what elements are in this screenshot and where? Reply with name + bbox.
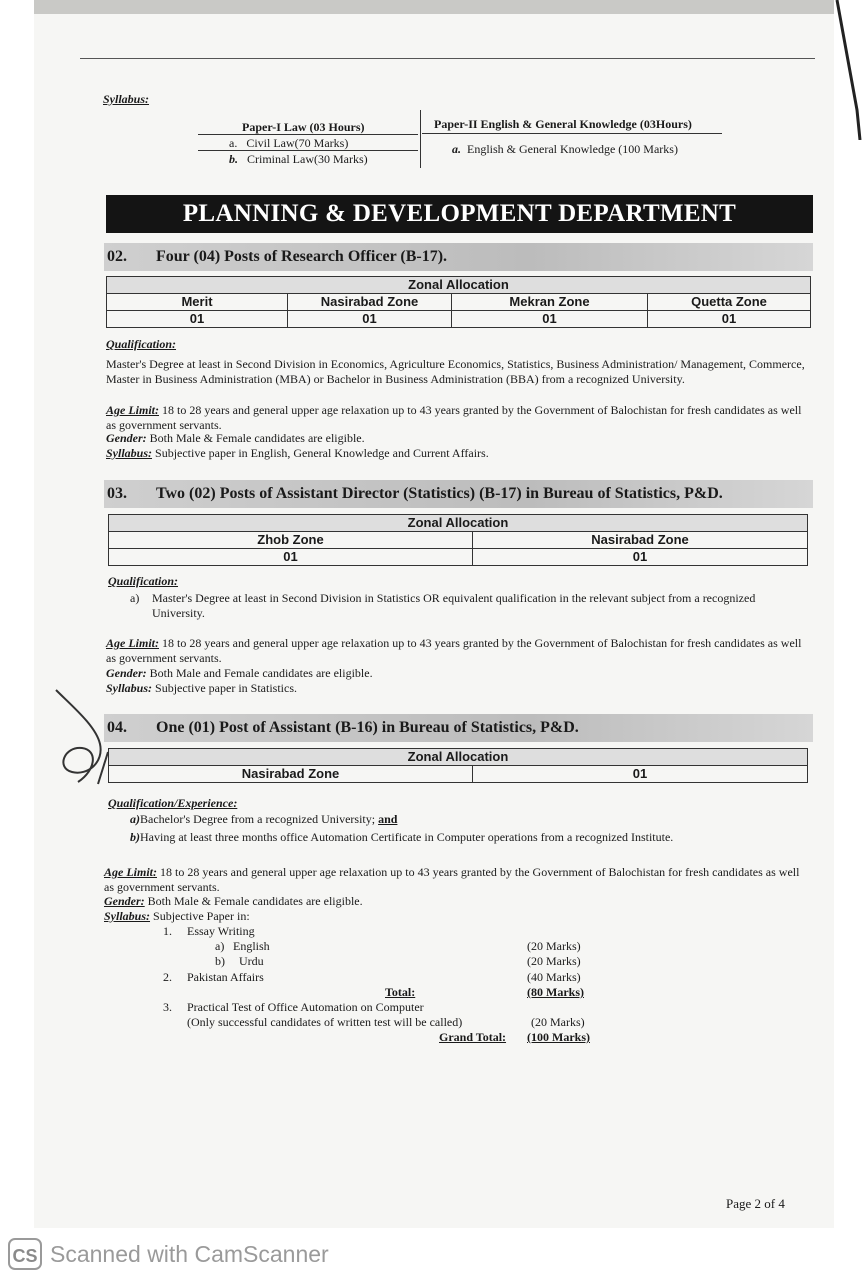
section-title: Two (02) Posts of Assistant Director (Statistics) (B-17) in Bureau of Statistics, P&D. xyxy=(156,485,723,502)
count-cell: 01 xyxy=(288,311,452,328)
qualification-label: Qualification: xyxy=(108,574,179,588)
paper2-underline xyxy=(422,133,722,134)
section-02-header xyxy=(104,243,813,271)
count-cell: 01 xyxy=(452,311,648,328)
count-cell: 01 xyxy=(473,766,808,783)
syllabus-subitem-marker: b) xyxy=(215,954,225,968)
page-top-edge xyxy=(34,0,834,14)
grand-total-marks: (100 Marks) xyxy=(527,1030,590,1044)
total-marks: (80 Marks) xyxy=(527,985,584,999)
syllabus-text: Subjective paper in English, General Knowledge and Current Affairs. xyxy=(155,446,489,460)
count-cell: 01 xyxy=(109,549,473,566)
qualification-label: Qualification/Experience: xyxy=(108,796,238,810)
marks: (20 Marks) xyxy=(527,939,581,953)
paper2-title: Paper-II English & General Knowledge (03Hours) xyxy=(434,117,692,131)
age-text: 18 to 28 years and general upper age relaxation up to 43 years granted by the Government of Balochistan for fresh candidates as well as government servants. xyxy=(106,636,802,665)
syllabus-text: Subjective Paper in: xyxy=(153,909,250,923)
zone-cell: Mekran Zone xyxy=(452,294,648,311)
section-title: One (01) Post of Assistant (B-16) in Bureau of Statistics, P&D. xyxy=(156,719,579,736)
qualification-text: Master's Degree at least in Second Division in Statistics OR equivalent qualification in the relevant subject from a recognized University. xyxy=(152,591,756,620)
page-fold-shadow xyxy=(827,0,867,140)
gender-text: Both Male & Female candidates are eligible. xyxy=(149,431,365,445)
syllabus-item: Pakistan Affairs xyxy=(187,970,264,984)
age-text: 18 to 28 years and general upper age relaxation up to 43 years granted by the Government of Balochistan for fresh candidates as well as government servants. xyxy=(104,865,800,894)
section-04-header xyxy=(104,714,813,742)
syllabus-label: Syllabus: xyxy=(104,909,151,923)
qualification-label: Qualification: xyxy=(106,337,177,351)
paper1-item-b xyxy=(229,152,368,167)
count-cell: 01 xyxy=(107,311,288,328)
item-marker: b. xyxy=(229,152,238,166)
syllabus-item-number: 1. xyxy=(163,924,172,938)
gender-text: Both Male and Female candidates are eligible. xyxy=(149,666,373,680)
zone-cell: Nasirabad Zone xyxy=(288,294,452,311)
section-number: 04. xyxy=(107,719,127,736)
paper1-underline xyxy=(198,134,418,135)
item-marker: a. xyxy=(452,142,461,156)
count-cell: 01 xyxy=(473,549,808,566)
gender-text: Both Male & Female candidates are eligible. xyxy=(147,894,363,908)
section-number: 02. xyxy=(107,248,127,265)
page-number: Page 2 of 4 xyxy=(726,1196,785,1211)
qualification-marker: a) xyxy=(130,591,140,605)
camscanner-text: Scanned with CamScanner xyxy=(50,1240,329,1267)
syllabus xyxy=(104,909,250,924)
syllabus-item: Practical Test of Office Automation on Computer xyxy=(187,1000,424,1014)
paper1-divider xyxy=(198,150,418,151)
paper1-item-a xyxy=(229,136,348,151)
age-limit xyxy=(104,865,812,895)
camscanner-logo-icon: CS xyxy=(8,1238,42,1270)
syllabus-label: Syllabus: xyxy=(106,446,153,460)
age-text: 18 to 28 years and general upper age relaxation up to 43 years granted by the Government of Balochistan for fresh candidates as well as government servants. xyxy=(106,403,802,432)
syllabus-item-number: 3. xyxy=(163,1000,172,1014)
zone-cell: Quetta Zone xyxy=(648,294,811,311)
qualification-item-b xyxy=(130,830,810,845)
qualification-text: Master's Degree at least in Second Division in Economics, Agriculture Economics, Statistics, Business Administration/ Management, Commerce, Master in Business Administration (MBA) or Bachelor in Business Administration (BBA) from a recognized University. xyxy=(106,357,805,386)
section-03-zonal-table xyxy=(108,514,808,566)
camscanner-watermark xyxy=(8,1236,329,1272)
section-04-zonal-table xyxy=(108,748,808,783)
marks: (20 Marks) xyxy=(531,1015,585,1029)
age-limit xyxy=(106,403,814,433)
syllabus-subitem: Urdu xyxy=(239,954,264,968)
age-label: Age Limit: xyxy=(106,403,159,417)
grand-total-label: Grand Total: xyxy=(439,1030,507,1044)
section-number: 03. xyxy=(107,485,127,502)
qualification-item-a xyxy=(130,812,397,827)
handwritten-mark xyxy=(38,686,128,786)
syllabus-item-note: (Only successful candidates of written test will be called) xyxy=(187,1015,463,1029)
zone-cell: Merit xyxy=(107,294,288,311)
paper-divider xyxy=(420,110,421,168)
item-text: Civil Law(70 Marks) xyxy=(246,136,349,150)
item-tail: and xyxy=(378,812,398,826)
section-02-zonal-table xyxy=(106,276,811,328)
zone-cell: Nasirabad Zone xyxy=(473,532,808,549)
syllabus-subitem: English xyxy=(233,939,270,953)
syllabus xyxy=(106,681,297,696)
syllabus-subitem-marker: a) xyxy=(215,939,225,953)
syllabus-text: Subjective paper in Statistics. xyxy=(155,681,297,695)
paper2-item-a xyxy=(452,142,678,157)
header-rule xyxy=(80,58,815,59)
item-marker: b) xyxy=(130,830,140,844)
syllabus-item-number: 2. xyxy=(163,970,172,984)
syllabus xyxy=(106,446,489,461)
count-cell: 01 xyxy=(648,311,811,328)
zonal-header: Zonal Allocation xyxy=(107,277,811,294)
age-label: Age Limit: xyxy=(106,636,159,650)
item-marker: a. xyxy=(229,136,238,150)
syllabus-heading: Syllabus: xyxy=(103,92,150,106)
marks: (40 Marks) xyxy=(527,970,581,984)
zone-cell: Nasirabad Zone xyxy=(109,766,473,783)
gender-label: Gender: xyxy=(106,431,147,445)
gender xyxy=(106,431,365,446)
item-text: Bachelor's Degree from a recognized University; xyxy=(140,812,376,826)
marks: (20 Marks) xyxy=(527,954,581,968)
syllabus-item: Essay Writing xyxy=(187,924,255,938)
age-label: Age Limit: xyxy=(104,865,157,879)
age-limit xyxy=(106,636,806,666)
item-marker: a) xyxy=(130,812,140,826)
item-text: Having at least three months office Automation Certificate in Computer operations from a recognized Institute. xyxy=(140,830,674,844)
syllabus-label: Syllabus: xyxy=(106,681,153,695)
gender xyxy=(104,894,363,909)
department-banner: PLANNING & DEVELOPMENT DEPARTMENT xyxy=(106,195,813,233)
item-text: English & General Knowledge (100 Marks) xyxy=(467,142,678,156)
total-label: Total: xyxy=(385,985,416,999)
zonal-header: Zonal Allocation xyxy=(109,515,808,532)
section-03-header xyxy=(104,480,813,508)
item-text: Criminal Law(30 Marks) xyxy=(247,152,368,166)
zonal-header: Zonal Allocation xyxy=(109,749,808,766)
gender-label: Gender: xyxy=(104,894,145,908)
paper1-title: Paper-I Law (03 Hours) xyxy=(242,120,365,134)
gender-label: Gender: xyxy=(106,666,147,680)
gender xyxy=(106,666,373,681)
section-title: Four (04) Posts of Research Officer (B-17). xyxy=(156,248,448,265)
zone-cell: Zhob Zone xyxy=(109,532,473,549)
